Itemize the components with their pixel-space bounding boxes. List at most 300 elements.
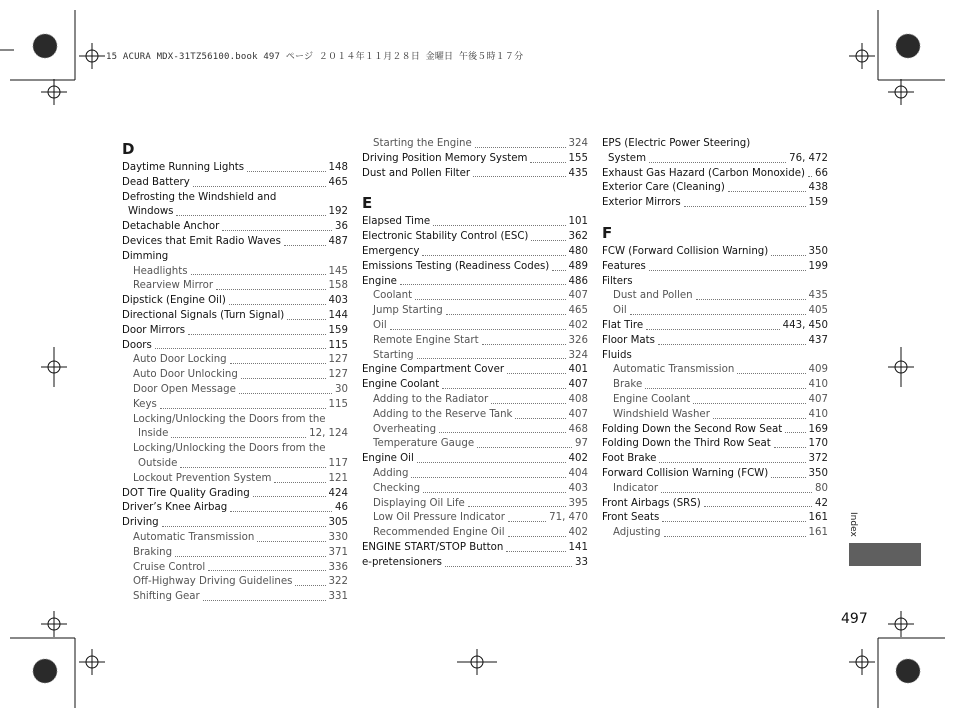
index-entry-text: Defrosting the Windshield and (122, 191, 277, 203)
index-entry-page[interactable]: 115 (328, 339, 348, 351)
index-entry-page[interactable]: 144 (328, 309, 348, 321)
index-entry[interactable] (122, 487, 348, 502)
index-entry[interactable] (122, 501, 348, 516)
index-entry[interactable] (122, 353, 348, 368)
leader-dots (193, 186, 326, 187)
index-entry-page[interactable]: 170 (808, 438, 828, 450)
index-entry-page[interactable]: 405 (808, 305, 828, 317)
index-entry[interactable] (122, 220, 348, 235)
leader-dots (180, 467, 325, 468)
leader-dots (253, 496, 326, 497)
index-entry-text: Automatic Transmission (133, 531, 255, 543)
index-entry-text: Oil (613, 305, 627, 317)
index-entry-text: Door Mirrors (122, 324, 186, 336)
index-entry-text: Windows (128, 206, 174, 218)
index-entry-page[interactable]: 46 (335, 502, 348, 514)
index-entry-page[interactable]: 36 (335, 221, 348, 233)
index-entry-page[interactable]: 330 (328, 531, 348, 543)
index-entry[interactable] (362, 152, 588, 167)
index-entry-text: Devices that Emit Radio Waves (122, 235, 281, 247)
leader-dots (704, 506, 812, 507)
index-entry-page[interactable]: 395 (568, 497, 588, 509)
index-entry[interactable] (362, 334, 588, 349)
index-entry-page[interactable]: 331 (328, 591, 348, 603)
index-entry-page[interactable]: 199 (808, 260, 828, 272)
index-entry-page[interactable]: 403 (328, 295, 348, 307)
index-entry-page[interactable]: 30 (335, 383, 348, 395)
index-entry-text: Coolant (373, 290, 413, 302)
index-entry[interactable] (602, 137, 828, 152)
leader-dots (552, 270, 565, 271)
index-entry-text: Adding to the Radiator (373, 393, 489, 405)
index-entry-text: Flat Tire (602, 319, 644, 331)
index-entry[interactable] (122, 339, 348, 354)
index-entry-text: Floor Mats (602, 334, 655, 346)
index-entry-text: Jump Starting (373, 305, 443, 317)
index-entry[interactable] (602, 260, 828, 275)
index-entry-page[interactable]: 127 (328, 354, 348, 366)
index-entry[interactable] (602, 289, 828, 304)
index-entry[interactable] (122, 427, 348, 442)
index-entry-page[interactable]: 159 (808, 197, 828, 209)
index-entry-page[interactable]: 158 (328, 280, 348, 292)
index-entry-page[interactable]: 410 (808, 408, 828, 420)
leader-dots (422, 255, 565, 256)
index-entry-page[interactable]: 101 (568, 216, 588, 228)
index-entry-page[interactable]: 487 (328, 235, 348, 247)
index-entry[interactable] (362, 260, 588, 275)
index-entry-page[interactable]: 402 (568, 527, 588, 539)
index-entry-page[interactable]: 192 (328, 206, 348, 218)
index-entry-text: Auto Door Unlocking (133, 369, 238, 381)
leader-dots (216, 289, 326, 290)
leader-dots (423, 492, 565, 493)
leader-dots (442, 388, 565, 389)
index-entry-text: Adding (373, 467, 409, 479)
index-entry-text: Brake (613, 379, 643, 391)
index-entry-text: Indicator (613, 482, 659, 494)
leader-dots (417, 358, 566, 359)
leader-dots (774, 447, 806, 448)
leader-dots (287, 319, 325, 320)
leader-dots (247, 171, 325, 172)
leader-dots (646, 329, 779, 330)
index-entry-text: Daytime Running Lights (122, 162, 245, 173)
leader-dots (439, 432, 566, 433)
index-entry[interactable] (602, 393, 828, 408)
index-entry-text: DOT Tire Quality Grading (122, 487, 250, 499)
index-entry-text: Low Oil Pressure Indicator (373, 512, 505, 524)
index-entry-text: Doors (122, 339, 152, 351)
index-entry-page[interactable]: 424 (328, 487, 348, 499)
index-entry-page[interactable]: 435 (808, 290, 828, 302)
leader-dots (274, 482, 325, 483)
index-entry[interactable] (362, 363, 588, 378)
index-entry-page[interactable]: 161 (808, 512, 828, 524)
index-entry-text: Recommended Engine Oil (373, 527, 505, 539)
leader-dots (175, 556, 325, 557)
index-entry[interactable] (602, 423, 828, 438)
leader-dots (230, 511, 332, 512)
leader-dots (645, 388, 805, 389)
index-entry[interactable] (122, 531, 348, 546)
leader-dots (771, 477, 805, 478)
index-entry-text: Exhaust Gas Hazard (Carbon Monoxide) (602, 167, 805, 179)
index-entry-page[interactable]: 407 (568, 408, 588, 420)
index-entry-text: Shifting Gear (133, 591, 200, 603)
leader-dots (531, 240, 565, 241)
index-entry-page[interactable]: 336 (328, 561, 348, 573)
index-entry-page[interactable]: 371 (328, 546, 348, 558)
index-entry-page[interactable]: 324 (568, 349, 588, 361)
index-entry-page[interactable]: 322 (328, 576, 348, 588)
leader-dots (507, 373, 566, 374)
index-entry-text: Driving Position Memory System (362, 152, 528, 164)
index-entry[interactable] (122, 590, 348, 605)
index-entry[interactable] (122, 191, 348, 206)
index-entry[interactable] (602, 497, 828, 512)
index-entry[interactable] (122, 309, 348, 324)
index-entry-page[interactable]: 145 (328, 265, 348, 277)
index-entry[interactable] (122, 561, 348, 576)
section-heading: E (362, 194, 373, 213)
index-entry[interactable] (362, 526, 588, 541)
index-entry-page[interactable]: 33 (575, 556, 588, 568)
index-entry[interactable] (602, 363, 828, 378)
leader-dots (771, 255, 805, 256)
index-entry-page[interactable]: 438 (808, 182, 828, 194)
index-column-2 (362, 137, 588, 571)
index-entry-page[interactable]: 148 (328, 162, 348, 173)
index-entry-text: Door Open Message (133, 383, 236, 395)
index-entry-page[interactable]: 486 (568, 275, 588, 287)
index-entry[interactable] (122, 235, 348, 250)
index-entry[interactable] (122, 472, 348, 487)
index-entry[interactable] (362, 304, 588, 319)
leader-dots (475, 147, 566, 148)
leader-dots (684, 206, 806, 207)
index-entry[interactable] (602, 245, 828, 260)
index-entry-text: Dimming (122, 250, 169, 262)
index-entry-page[interactable]: 121 (328, 472, 348, 484)
index-entry-text: Adding to the Reserve Tank (373, 408, 513, 420)
index-entry[interactable] (362, 378, 588, 393)
leader-dots (390, 329, 566, 330)
index-entry[interactable] (602, 167, 828, 182)
index-entry[interactable] (122, 457, 348, 472)
index-entry-page[interactable]: 350 (808, 245, 828, 257)
index-entry-page[interactable]: 80 (815, 482, 828, 494)
index-entry-text: Off-Highway Driving Guidelines (133, 576, 293, 588)
index-entry[interactable] (602, 196, 828, 211)
index-entry-text: Engine (362, 275, 397, 287)
index-entry[interactable] (602, 152, 828, 167)
index-entry[interactable] (122, 176, 348, 191)
index-entry-text: Engine Oil (362, 453, 414, 465)
index-entry-page[interactable]: 305 (328, 517, 348, 529)
leader-dots (400, 284, 566, 285)
index-entry[interactable] (122, 546, 348, 561)
index-entry[interactable] (122, 265, 348, 280)
leader-dots (713, 418, 806, 419)
index-entry-text: Fluids (602, 349, 632, 361)
index-entry[interactable] (122, 250, 348, 265)
index-entry-page[interactable]: 66 (815, 167, 828, 179)
index-entry[interactable] (362, 541, 588, 556)
index-entry[interactable] (362, 452, 588, 467)
index-entry[interactable] (362, 275, 588, 290)
index-entry[interactable] (362, 556, 588, 571)
leader-dots (257, 541, 325, 542)
index-entry[interactable] (362, 319, 588, 334)
index-entry-page[interactable]: 404 (568, 467, 588, 479)
index-entry-page[interactable]: 465 (328, 176, 348, 188)
index-entry-page[interactable]: 437 (808, 334, 828, 346)
index-entry-text: Front Seats (602, 512, 660, 524)
index-entry-text: Front Airbags (SRS) (602, 497, 701, 509)
index-entry[interactable] (362, 423, 588, 438)
index-entry-text: Engine Coolant (613, 393, 691, 405)
index-entry-page[interactable]: 155 (568, 152, 588, 164)
index-entry-page[interactable]: 465 (568, 305, 588, 317)
index-entry-text: Oil (373, 319, 387, 331)
index-entry[interactable] (362, 482, 588, 497)
index-entry[interactable] (362, 497, 588, 512)
index-entry-page[interactable]: 161 (808, 527, 828, 539)
index-entry-text: Emergency (362, 245, 420, 257)
index-entry-page[interactable]: 372 (808, 453, 828, 465)
index-entry-text: Braking (133, 546, 173, 558)
index-entry[interactable] (362, 349, 588, 364)
index-entry[interactable] (122, 205, 348, 220)
index-entry-page[interactable]: 169 (808, 423, 828, 435)
leader-dots (229, 304, 326, 305)
leader-dots (693, 403, 805, 404)
index-entry[interactable] (122, 368, 348, 383)
index-entry[interactable] (362, 230, 588, 245)
page-number: 497 (841, 611, 868, 627)
index-entry-page[interactable]: 407 (808, 393, 828, 405)
index-entry-text: Features (602, 260, 646, 272)
leader-dots (468, 506, 566, 507)
index-entry-text: e-pretensioners (362, 556, 442, 568)
index-entry[interactable] (362, 467, 588, 482)
index-entry-text: Engine Coolant (362, 379, 440, 391)
index-entry[interactable] (122, 398, 348, 413)
index-entry-page[interactable]: 407 (568, 290, 588, 302)
leader-dots (477, 447, 572, 448)
index-tab-label: Index (848, 512, 858, 537)
section-heading: D (122, 140, 135, 158)
index-entry-page[interactable]: 12, 124 (309, 428, 348, 440)
leader-dots (295, 585, 325, 586)
leader-dots (411, 477, 565, 478)
index-entry[interactable] (122, 575, 348, 590)
index-entry[interactable] (602, 511, 828, 526)
leader-dots (176, 215, 325, 216)
leader-dots (160, 408, 326, 409)
book-header-line: 15 ACURA MDX-31TZ56100.book 497 ページ ２０１４年１１月２８日 金曜日 午後５時１７分 (106, 52, 524, 62)
index-entry-page[interactable]: 407 (568, 379, 588, 391)
index-entry-text: Dipstick (Engine Oil) (122, 295, 226, 307)
index-entry[interactable] (602, 334, 828, 349)
leader-dots (506, 551, 565, 552)
index-entry-text: Keys (133, 398, 157, 410)
index-entry-page[interactable]: 324 (568, 138, 588, 149)
index-entry[interactable] (122, 413, 348, 428)
leader-dots (658, 344, 806, 345)
index-entry[interactable] (602, 181, 828, 196)
index-entry-page[interactable]: 117 (328, 457, 348, 469)
index-entry-page[interactable]: 410 (808, 379, 828, 391)
index-entry-text: Foot Brake (602, 453, 657, 465)
index-entry[interactable] (602, 275, 828, 290)
index-entry-page[interactable]: 141 (568, 541, 588, 553)
index-entry-page[interactable]: 480 (568, 245, 588, 257)
leader-dots (728, 191, 806, 192)
index-entry-text: Exterior Care (Cleaning) (602, 182, 725, 194)
index-entry-page[interactable]: 76, 472 (789, 152, 828, 164)
leader-dots (415, 299, 565, 300)
index-entry[interactable] (362, 511, 588, 526)
index-entry-text: Starting the Engine (373, 138, 472, 149)
index-entry-text: Cruise Control (133, 561, 206, 573)
index-entry[interactable] (602, 437, 828, 452)
index-entry[interactable] (362, 215, 588, 230)
index-entry[interactable] (602, 408, 828, 423)
index-entry-text: EPS (Electric Power Steering) (602, 138, 751, 149)
index-entry[interactable] (362, 245, 588, 260)
leader-dots (473, 176, 565, 177)
index-entry[interactable] (602, 319, 828, 334)
section-heading: F (602, 223, 613, 242)
index-entry-page[interactable]: 326 (568, 334, 588, 346)
index-entry[interactable] (602, 304, 828, 319)
index-entry[interactable] (602, 349, 828, 364)
leader-dots (664, 536, 806, 537)
leader-dots (417, 462, 566, 463)
index-entry-text: Displaying Oil Life (373, 497, 465, 509)
leader-dots (696, 299, 806, 300)
index-entry-text: Inside (138, 428, 169, 440)
leader-dots (508, 521, 546, 522)
index-entry[interactable] (122, 442, 348, 457)
index-entry-text: Headlights (133, 265, 188, 277)
leader-dots (515, 418, 565, 419)
leader-dots (208, 570, 325, 571)
index-entry-page[interactable]: 350 (808, 467, 828, 479)
index-entry-text: System (608, 152, 646, 164)
index-entry-page[interactable]: 362 (568, 231, 588, 243)
index-entry[interactable] (602, 526, 828, 541)
index-entry-text: Lockout Prevention System (133, 472, 272, 484)
index-entry-page[interactable]: 42 (815, 497, 828, 509)
index-entry-text: Windshield Washer (613, 408, 710, 420)
leader-dots (630, 314, 806, 315)
index-entry[interactable] (122, 279, 348, 294)
index-entry[interactable] (122, 383, 348, 398)
index-entry[interactable] (122, 324, 348, 339)
index-entry-text: Directional Signals (Turn Signal) (122, 309, 285, 321)
index-entry-page[interactable]: 408 (568, 393, 588, 405)
index-entry-page[interactable]: 127 (328, 369, 348, 381)
leader-dots (241, 378, 326, 379)
leader-dots (737, 373, 805, 374)
index-entry-text: Checking (373, 482, 421, 494)
index-entry[interactable] (602, 378, 828, 393)
index-entry-text: Dust and Pollen Filter (362, 167, 471, 179)
index-tab-marker (849, 543, 921, 566)
index-entry-text: Starting (373, 349, 414, 361)
index-entry-page[interactable]: 402 (568, 319, 588, 331)
index-entry-page[interactable]: 159 (328, 324, 348, 336)
leader-dots (785, 432, 805, 433)
index-entry-text: Adjusting (613, 527, 661, 539)
index-entry[interactable] (362, 408, 588, 423)
index-entry-page[interactable]: 402 (568, 453, 588, 465)
index-entry-page[interactable]: 97 (575, 438, 588, 450)
index-entry-page[interactable]: 443, 450 (782, 319, 828, 331)
index-entry-text: Emissions Testing (Readiness Codes) (362, 260, 550, 272)
leader-dots (662, 521, 805, 522)
index-entry-text: Locking/Unlocking the Doors from the (133, 413, 326, 425)
leader-dots (188, 334, 325, 335)
index-entry[interactable] (362, 137, 588, 152)
index-entry[interactable] (602, 482, 828, 497)
index-entry[interactable] (122, 294, 348, 309)
leader-dots (239, 393, 332, 394)
leader-dots (508, 536, 566, 537)
index-entry[interactable] (122, 161, 348, 176)
index-entry[interactable] (362, 167, 588, 182)
leader-dots (222, 230, 332, 231)
leader-dots (171, 437, 306, 438)
leader-dots (155, 348, 326, 349)
leader-dots (659, 462, 805, 463)
leader-dots (230, 363, 326, 364)
index-entry-text: FCW (Forward Collision Warning) (602, 245, 769, 257)
index-entry-text: Rearview Mirror (133, 280, 214, 292)
index-entry-text: Automatic Transmission (613, 364, 735, 376)
leader-dots (491, 403, 565, 404)
index-entry-text: Exterior Mirrors (602, 197, 681, 209)
index-entry-text: Temperature Gauge (373, 438, 475, 450)
index-entry-page[interactable]: 115 (328, 398, 348, 410)
index-entry-page[interactable]: 435 (568, 167, 588, 179)
leader-dots (649, 270, 806, 271)
index-entry-page[interactable]: 401 (568, 364, 588, 376)
index-entry-text: Detachable Anchor (122, 221, 220, 233)
index-entry-text: Dead Battery (122, 176, 190, 188)
index-entry-text: Folding Down the Third Row Seat (602, 438, 771, 450)
index-column-3 (602, 137, 828, 541)
index-entry[interactable] (362, 289, 588, 304)
leader-dots (446, 314, 566, 315)
index-entry[interactable] (602, 467, 828, 482)
index-entry-page[interactable]: 489 (568, 260, 588, 272)
index-entry[interactable] (602, 452, 828, 467)
index-entry-page[interactable]: 403 (568, 482, 588, 494)
index-entry[interactable] (362, 393, 588, 408)
index-entry-page[interactable]: 409 (808, 364, 828, 376)
leader-dots (661, 492, 812, 493)
index-entry-text: Overheating (373, 423, 437, 435)
index-entry-page[interactable]: 468 (568, 423, 588, 435)
index-entry-text: ENGINE START/STOP Button (362, 541, 504, 553)
index-entry[interactable] (122, 516, 348, 531)
index-entry-page[interactable]: 71, 470 (549, 512, 588, 524)
index-entry[interactable] (362, 437, 588, 452)
